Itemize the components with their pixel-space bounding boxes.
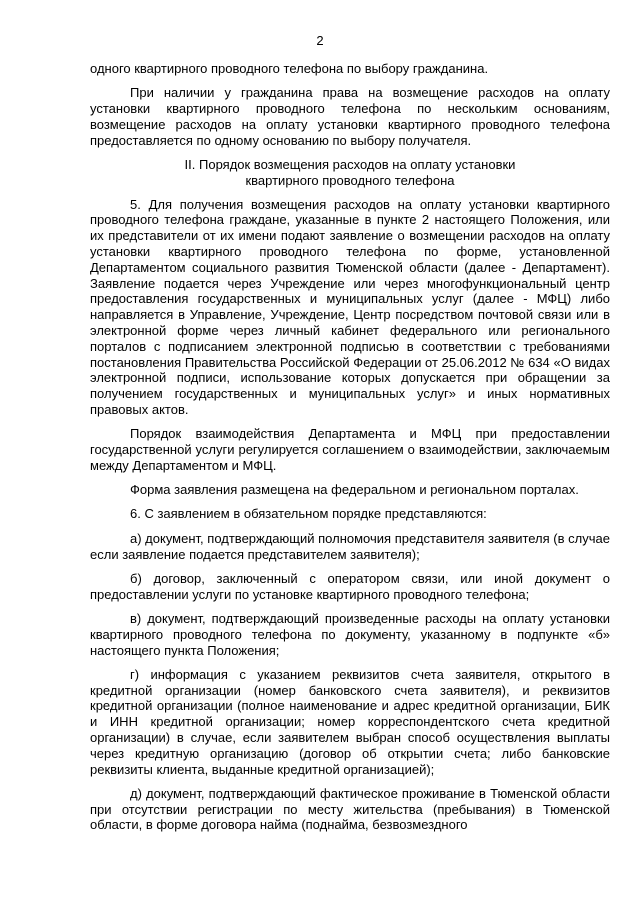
- list-item-b: б) договор, заключенный с оператором связи, или иной документ о предоставлении услуги по установке квартирного проводного телефона;: [90, 570, 610, 602]
- paragraph: Порядок взаимодействия Департамента и МФЦ при предоставлении государственной услуги регулируется соглашением о взаимодействии, заключаемым между Департаментом и МФЦ.: [90, 426, 610, 473]
- paragraph: При наличии у гражданина права на возмещение расходов на оплату установки квартирного проводного телефона по нескольким основаниям, возмещение расходов на оплату установки квартирного проводного телефона предоставляется по одному основанию по выбору получателя.: [90, 85, 610, 148]
- page-number: 2: [316, 33, 324, 48]
- list-item-v: в) документ, подтверждающий произведенные расходы на оплату установки квартирного проводного телефона по документу, указанному в подпункте «б» настоящего пункта Положения;: [90, 610, 610, 658]
- paragraph-item-6: 6. С заявлением в обязательном порядке представляются:: [130, 506, 487, 522]
- list-item-a: а) документ, подтверждающий полномочия представителя заявителя (в случае если заявление подается представителем заявителя);: [90, 530, 610, 562]
- list-item-d: д) документ, подтверждающий фактическое проживание в Тюменской области при отсутствии регистрации по месту жительства (пребывания) в Тюменской области, в форме договора найма (поднайма, безвозмездного: [90, 785, 610, 833]
- paragraph-item-5: 5. Для получения возмещения расходов на оплату установки квартирного проводного телефона граждане, указанные в пункте 2 настоящего Положения, или их представители от их имени подают заявление о возмещении расходов на оплату установки квартирного проводного телефона по форме, установленной Департаментом социального развития Тюменской области (далее - Департамент). Заявление подается через Учреждение или через многофункциональный центр предоставления государственных и муниципальных услуг (далее - МФЦ) либо направляется в Управление, Учреждение, Центр посредством почтовой связи или в электронной форме через личный кабинет федерального или регионального порталов с подписанием электронной подписью в соответствии с требованиями постановления Правительства Российской Федерации от 25.06.2012 № 634 «О видах электронной подписи, использование которых допускается при обращении за получением государственных и муниципальных услуг» и иных нормативных правовых актов.: [90, 196, 610, 417]
- paragraph: Форма заявления размещена на федеральном и региональном порталах.: [130, 482, 579, 498]
- section-heading: II. Порядок возмещения расходов на оплату установки квартирного проводного телефона: [184, 156, 516, 188]
- document-body: [90, 61, 610, 842]
- paragraph-continuation: одного квартирного проводного телефона по выбору гражданина.: [90, 61, 489, 76]
- list-item-g: г) информация с указанием реквизитов счета заявителя, открытого в кредитной организации (номер банковского счета заявителя), и реквизитов кредитной организации (полное наименование и адрес кредитной организации, БИК и ИНН кредитной организации; номер корреспондентского счета кредитной организации) в случае, если заявителем выбран способ осуществления выплаты через кредитную организацию (договор об открытии счета; либо банковские реквизиты клиента, выданные кредитной организацией);: [90, 666, 610, 777]
